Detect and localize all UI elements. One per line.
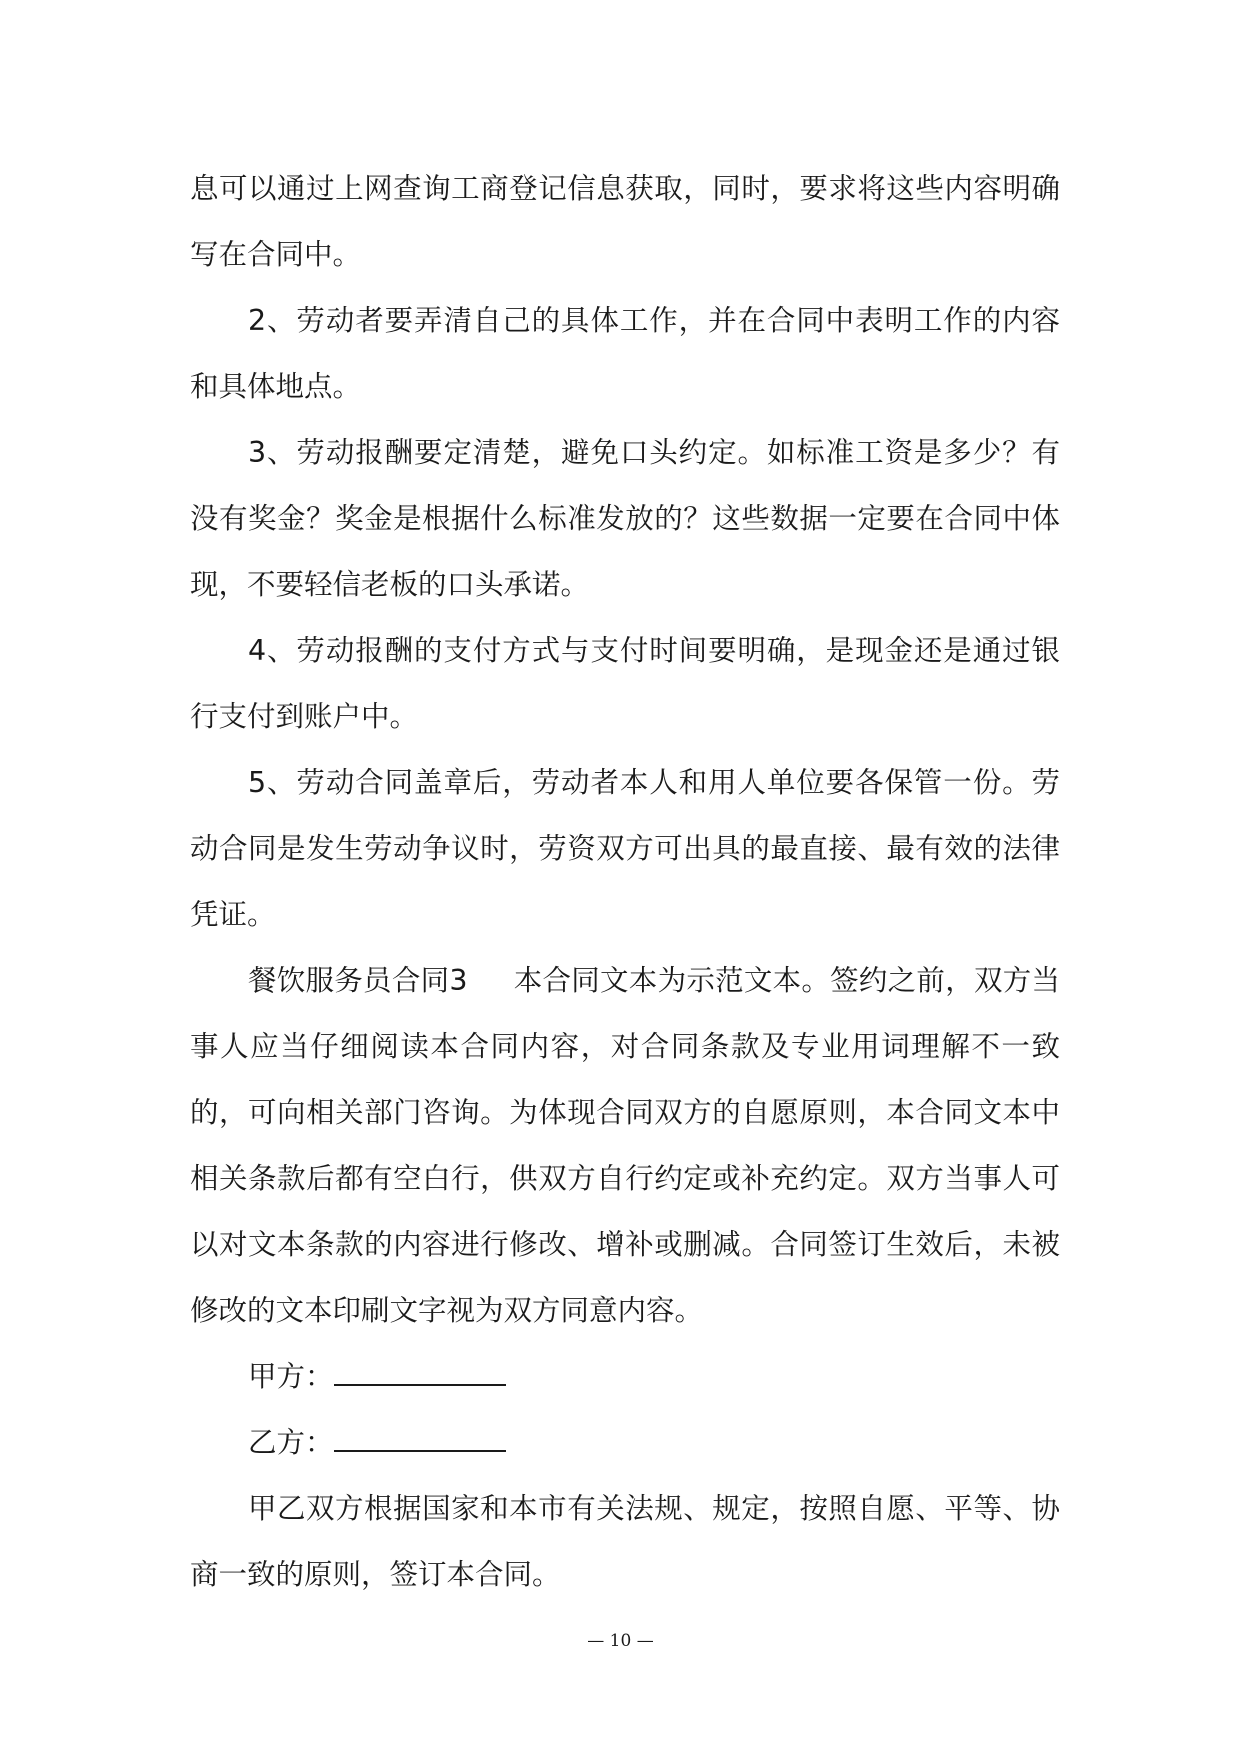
paragraph-continuation: 息可以通过上网查询工商登记信息获取，同时，要求将这些内容明确写在合同中。 <box>190 172 1060 271</box>
paragraph-item-3: 3、劳动报酬要定清楚，避免口头约定。如标准工资是多少？有没有奖金？奖金是根据什么标准发放的？这些数据一定要在合同中体现，不要轻信老板的口头承诺。 <box>190 436 1060 601</box>
contract-intro-paragraph <box>190 948 1060 1344</box>
closing-paragraph: 甲乙双方根据国家和本市有关法规、规定，按照自愿、平等、协商一致的原则，签订本合同。 <box>190 1492 1060 1591</box>
paragraph-item-5: 5、劳动合同盖章后，劳动者本人和用人单位要各保管一份。劳动合同是发生劳动争议时，劳资双方可出具的最直接、最有效的法律凭证。 <box>190 766 1060 931</box>
contract-heading: 餐饮服务员合同3 <box>248 964 468 997</box>
page-number: — 10 — <box>587 1631 654 1651</box>
contract-intro-text: 本合同文本为示范文本。签约之前，双方当事人应当仔细阅读本合同内容，对合同条款及专业用词理解不一致的，可向相关部门咨询。为体现合同双方的自愿原则，本合同文本中相关条款后都有空白行，供双方自行约定或补充约定。双方当事人可以对文本条款的内容进行修改、增补或删减。合同签订生效后，未被修改的文本印刷文字视为双方同意内容。 <box>190 964 1060 1327</box>
party-b-label: 乙方： <box>248 1426 334 1459</box>
party-a-blank <box>334 1356 506 1386</box>
party-b-blank <box>334 1422 506 1452</box>
paragraph-item-4: 4、劳动报酬的支付方式与支付时间要明确，是现金还是通过银行支付到账户中。 <box>190 634 1060 733</box>
party-b-line <box>190 1410 1060 1476</box>
paragraph-item-2: 2、劳动者要弄清自己的具体工作，并在合同中表明工作的内容和具体地点。 <box>190 304 1060 403</box>
party-a-line <box>190 1344 1060 1410</box>
document-body <box>190 156 1060 1608</box>
party-a-label: 甲方： <box>248 1360 334 1393</box>
